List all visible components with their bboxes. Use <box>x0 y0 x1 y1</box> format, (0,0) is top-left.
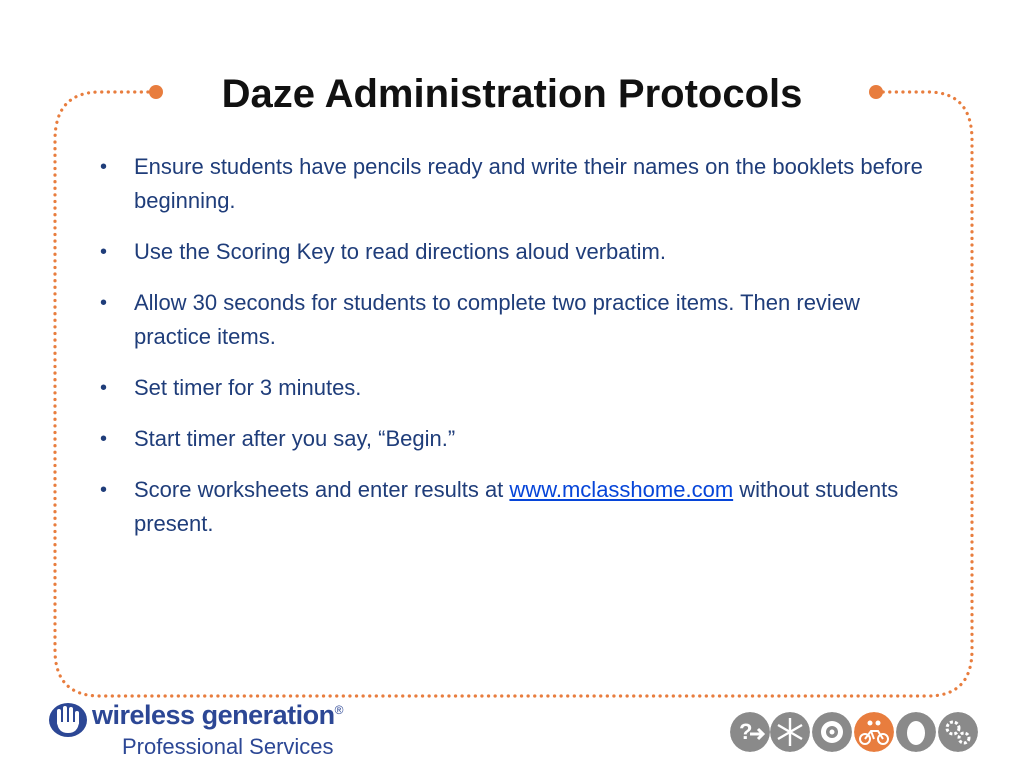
egg-icon <box>896 712 936 752</box>
bullet-dot-icon: • <box>100 428 108 450</box>
bullet-dot-icon: • <box>100 479 108 501</box>
registered-mark: ® <box>334 703 343 717</box>
bullet-item <box>100 150 930 218</box>
brand-name <box>92 700 343 731</box>
eye-icon <box>812 712 852 752</box>
bullet-dot-icon: • <box>100 377 108 399</box>
bullet-dot-icon: • <box>100 292 108 314</box>
bullet-dot-icon: • <box>100 241 108 263</box>
bullet-item <box>100 371 930 405</box>
mclasshome-link[interactable]: www.mclasshome.com <box>509 477 734 502</box>
bullet-item <box>100 473 930 541</box>
bullet-text: Ensure students have pencils ready and write their names on the booklets before beginning. <box>134 154 923 213</box>
bullet-text: Use the Scoring Key to read directions aloud verbatim. <box>134 239 666 264</box>
bullet-text-before: Score worksheets and enter results at <box>134 477 510 502</box>
footer-icon-strip <box>730 712 980 756</box>
bullet-item <box>100 235 930 269</box>
hand-logo-icon <box>48 702 88 738</box>
bullet-list <box>100 150 930 541</box>
bullet-text: Start timer after you say, “Begin.” <box>134 426 456 451</box>
brand-text: wireless generation <box>92 700 335 730</box>
bullet-item <box>100 286 930 354</box>
bullet-item <box>100 422 930 456</box>
brand-subtitle: Professional Services <box>122 734 334 759</box>
gears-icon <box>938 712 978 752</box>
snowflake-icon <box>770 712 810 752</box>
bullet-text: Allow 30 seconds for students to complete two practice items. Then review practice items. <box>134 290 860 349</box>
svg-text:?: ? <box>739 719 753 744</box>
tandem-bicycle-icon <box>854 712 894 752</box>
slide-body <box>100 150 930 558</box>
slide-title: Daze Administration Protocols <box>221 72 803 116</box>
question-arrow-icon <box>730 712 770 752</box>
bullet-dot-icon: • <box>100 156 108 178</box>
wireless-generation-logo <box>48 698 388 764</box>
bullet-text: Set timer for 3 minutes. <box>134 375 362 400</box>
bullet-text-after: without students present. <box>134 477 899 536</box>
